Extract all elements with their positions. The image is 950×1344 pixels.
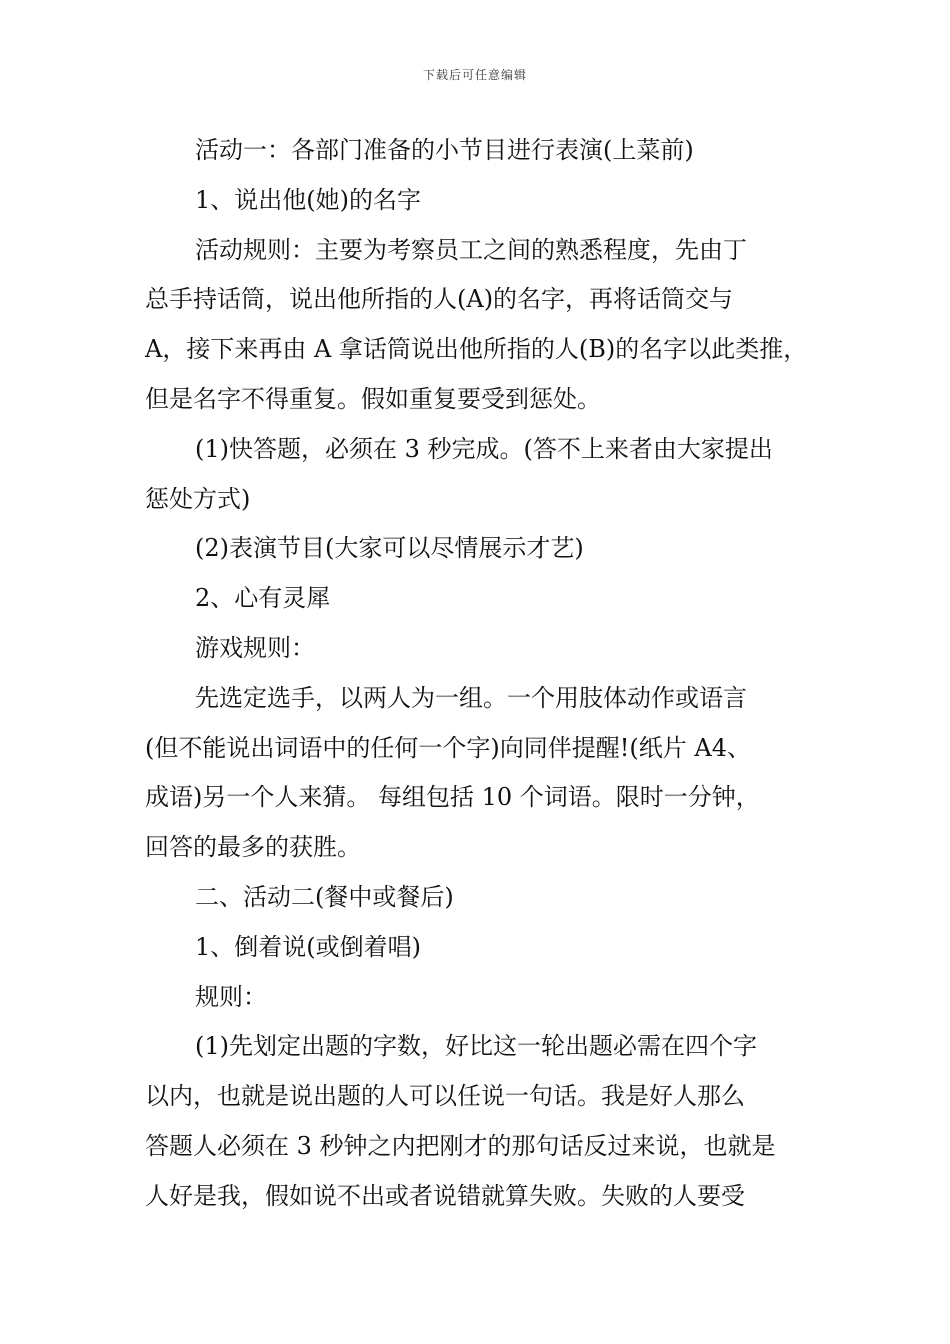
text-line: 但是名字不得重复。假如重复要受到惩处。 bbox=[145, 384, 601, 413]
text-line: 规则： bbox=[195, 982, 267, 1011]
document-body bbox=[145, 126, 815, 1222]
text-line: 以内，也就是说出题的人可以任说一句话。我是好人那么 bbox=[145, 1082, 745, 1111]
text-line: A，接下来再由 A 拿话筒说出他所指的人(B)的名字以此类推， bbox=[145, 335, 808, 364]
text-line: 1、倒着说(或倒着唱) bbox=[195, 932, 421, 961]
text-line: 惩处方式) bbox=[145, 484, 251, 513]
text-line: 活动一：各部门准备的小节目进行表演(上菜前) bbox=[195, 136, 694, 164]
text-line: 人好是我，假如说不出或者说错就算失败。失败的人要受 bbox=[145, 1181, 745, 1210]
text-line: (2)表演节目(大家可以尽情展示才艺) bbox=[195, 534, 584, 563]
text-line: 先选定选手，以两人为一组。一个用肢体动作或语言 bbox=[195, 683, 747, 712]
text-line: 游戏规则： bbox=[195, 633, 315, 662]
text-line: 答题人必须在 3 秒钟之内把刚才的那句话反过来说，也就是 bbox=[145, 1131, 776, 1160]
text-line: 1、说出他(她)的名字 bbox=[195, 185, 421, 214]
text-line: 二、活动二(餐中或餐后) bbox=[195, 882, 454, 911]
text-line: 总手持话筒，说出他所指的人(A)的名字，再将话筒交与 bbox=[145, 285, 734, 314]
text-line: 2、心有灵犀 bbox=[195, 584, 331, 613]
page-header: 下载后可任意编辑 bbox=[422, 68, 527, 82]
text-line: (但不能说出词语中的任何一个字)向同伴提醒!(纸片 A4、 bbox=[145, 733, 751, 762]
text-line: 成语)另一个人来猜。 每组包括 10 个词语。限时一分钟， bbox=[145, 783, 760, 812]
text-line: (1)快答题，必须在 3 秒完成。(答不上来者由大家提出 bbox=[195, 434, 773, 463]
text-line: 回答的最多的获胜。 bbox=[145, 833, 361, 862]
text-line: 活动规则：主要为考察员工之间的熟悉程度，先由丁 bbox=[195, 235, 747, 264]
text-line: (1)先划定出题的字数，好比这一轮出题必需在四个字 bbox=[195, 1032, 757, 1061]
